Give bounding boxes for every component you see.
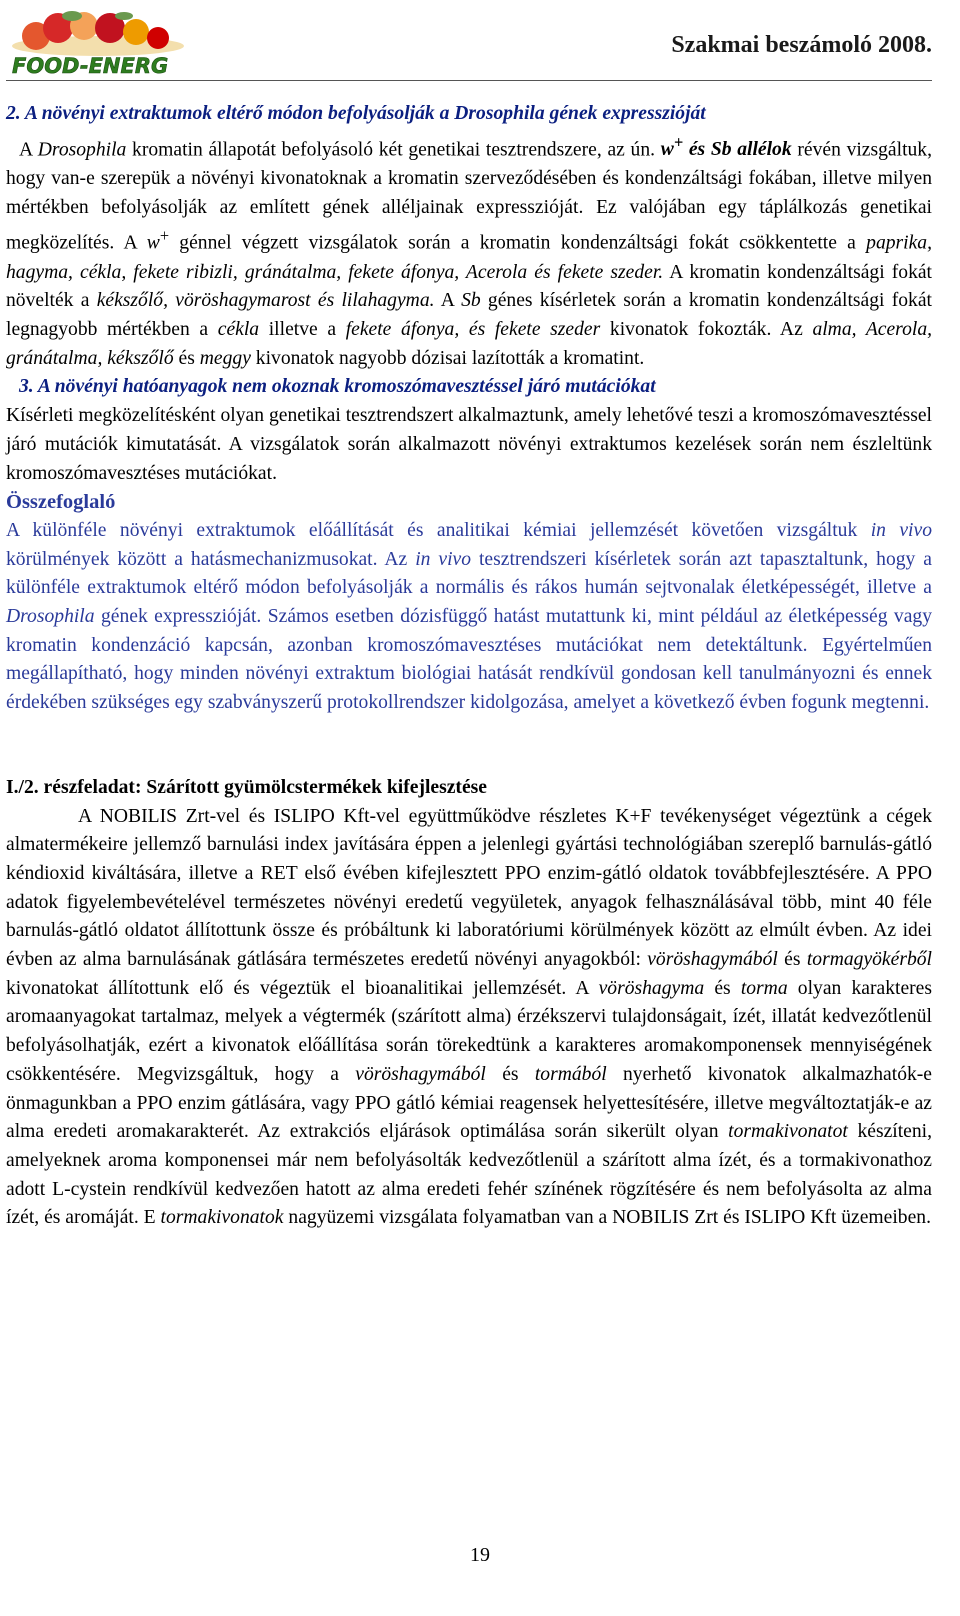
text-run-italic: kékszőlő, vöröshagymarost és lilahagyma. bbox=[96, 290, 435, 312]
text-run: génes kísérletek során a kromatin kondenzáltsági fokát legnagyobb mértékben a bbox=[6, 290, 932, 340]
text-run-italic: meggy bbox=[199, 347, 251, 369]
superscript: + bbox=[159, 226, 170, 246]
subtask-heading: I./2. részfeladat: Szárított gyümölcstermékek kifejlesztése bbox=[6, 776, 487, 798]
text-run: A NOBILIS Zrt-vel és ISLIPO Kft-vel együttműködve részletes K+F tevékenységet végeztünk a cégek almatermékeire jellemző barnulási index javítására éppen a jelenlegi gyártási technológiában szereplő barnulás-gátló kéndioxid kiváltására, illetve a RET első évében kifejlesztett PPO enzim-gátló oldatok továbbfejlesztésére. A PPO adatok figyelembevételével természetes növényi eredetű vegyületek, anyagok felhasználásával több, mint 40 féle barnulás-gátló oldatot állítottunk össze és próbáltunk ki laboratóriumi körülmények között az elmúlt évben. Az idei évben az alma barnulásának gátlására természetes eredetű növényi anyagokból: bbox=[6, 805, 932, 971]
text-run: kivonatok nagyobb dózisai lazították a kromatint. bbox=[250, 347, 645, 369]
section-3-heading: 3. A növényi hatóanyagok nem okoznak kromoszómavesztéssel járó mutációkat bbox=[19, 376, 656, 398]
superscript: + bbox=[673, 132, 684, 152]
header-rule bbox=[6, 80, 932, 81]
text-run-italic: tormakivonatot bbox=[728, 1121, 848, 1143]
text-run: és bbox=[485, 1063, 535, 1085]
logo-text: FOOD-ENERG bbox=[12, 54, 169, 78]
text-run: kivonatokat állítottunk elő és végeztük el bioanalitikai jellemzését. A bbox=[6, 977, 599, 999]
text-run: és bbox=[777, 949, 807, 971]
text-run-italic: w bbox=[146, 232, 160, 254]
text-run-italic: torma bbox=[740, 977, 788, 999]
text-run-italic: Drosophila bbox=[37, 139, 127, 161]
text-run-italic: cékla bbox=[217, 318, 260, 340]
text-run-italic: tormagyökérből bbox=[806, 949, 932, 971]
text-run: révén vizsgáltuk, hogy van-e szerepük a növényi kivonatoknak a kromatin szerveződésében és kondenzáltsági fokában, illetve milyen mértékben befolyásolják az említett gének alléljainak expresszióját. Ez valójában egy táplálkozás genetikai megközelítés. A bbox=[6, 139, 933, 254]
text-run: nyerhető kivonatok alkalmazhatók-e önmagunkban a PPO enzim gátlására, vagy PPO gátló kémiai reagensek helyettesítésére, illetve megváltoztatják-e az alma eredeti aromakarakterét. Az extrakciós eljárások optimálása során sikerült olyan bbox=[6, 1063, 933, 1143]
section-2-heading: 2. A növényi extraktumok eltérő módon befolyásolják a Drosophila gének expresszióját bbox=[6, 103, 706, 124]
text-run-italic: tormakivonatok bbox=[160, 1207, 284, 1229]
text-run: génnel végzett vizsgálatok során a kromatin kondenzáltsági fokát csökkentette a bbox=[169, 232, 867, 254]
subtask-paragraph bbox=[6, 803, 932, 1234]
text-run-italic: tormából bbox=[534, 1063, 607, 1085]
text-run: készíteni, amelyeknek aroma komponensei már nem befolyásolták kedvezőtlenül a szárított alma ízét, és a tormakivonathoz adott L-cystein rendkívül kedvezően hatott az alma eredeti fehér színének rögzítésére és nem befolyásolta az alma ízét, és aromáját. E bbox=[6, 1121, 932, 1229]
text-run-italic: Sb bbox=[461, 290, 481, 312]
text-run: A kromatin kondenzáltsági fokát növelték a bbox=[6, 261, 933, 312]
page-number: 19 bbox=[470, 1544, 490, 1566]
text-run-italic: Drosophila bbox=[6, 606, 95, 628]
section-2-paragraph bbox=[6, 129, 932, 374]
food-energ-logo-icon bbox=[6, 2, 190, 80]
text-run-bold-italic bbox=[660, 132, 792, 161]
text-run: A különféle növényi extraktumok előállítását és analitikai kémiai jellemzését követően vizsgáltuk bbox=[6, 519, 871, 541]
header-title: Szakmai beszámoló 2008. bbox=[671, 32, 932, 58]
text-run: és bbox=[173, 347, 200, 369]
text-run: A bbox=[434, 290, 462, 312]
document-body bbox=[6, 100, 932, 1233]
section-spacer bbox=[6, 718, 932, 774]
text-run: A bbox=[19, 139, 38, 161]
text-run-italic: vöröshagymából bbox=[355, 1063, 486, 1085]
text-run: kivonatok fokozták. Az bbox=[600, 318, 813, 340]
summary-paragraph bbox=[6, 517, 932, 718]
text-run: körülmények között a hatásmechanizmusokat. Az bbox=[6, 548, 416, 570]
text-run-italic: fekete áfonya, és fekete szeder bbox=[345, 318, 601, 340]
text-run: olyan karakteres aromaanyagokat tartalmaz, melyek a végtermék (szárított alma) érzékszervi tulajdonságait, ízét, illatát kedvezőtlenül befolyásolhatják, ezért a kivonatok előállítása során törekedtünk a karakteres aromakomponensek mennyiségének csökkentésére. Megvizsgáltuk, hogy a bbox=[6, 977, 932, 1085]
text-run: és bbox=[704, 977, 741, 999]
text-run-italic: vöröshagyma bbox=[598, 977, 705, 999]
text-run: tesztrendszeri kísérletek során azt tapasztaltunk, hogy a különféle extraktumok eltérő módon befolyásolják a normális és rákos humán sejtvonalak életképességét, illetve a bbox=[6, 548, 932, 599]
text-run-italic: alma, Acerola, gránátalma, kékszőlő bbox=[6, 318, 933, 369]
text-run: illetve a bbox=[259, 318, 346, 340]
text-run: w bbox=[660, 139, 674, 161]
text-run: nagyüzemi vizsgálata folyamatban van a NOBILIS Zrt és ISLIPO Kft üzemeiben. bbox=[283, 1207, 931, 1229]
summary-heading: Összefoglaló bbox=[6, 491, 116, 514]
text-run-italic: in vivo bbox=[870, 519, 932, 541]
text-run-italic: paprika, hagyma, cékla, fekete ribizli, gránátalma, fekete áfonya, Acerola és fekete szeder. bbox=[6, 232, 932, 283]
text-run: és Sb allélok bbox=[683, 139, 792, 161]
logo-graphic bbox=[6, 2, 190, 80]
text-run-italic: in vivo bbox=[415, 548, 472, 570]
text-run: kromatin állapotát befolyásoló két genetikai tesztrendszere, az ún. bbox=[126, 139, 661, 161]
text-run: gének expresszióját. Számos esetben dózisfüggő hatást mutattunk ki, mint például az életképesség vagy kromatin kondenzáció kapcsán, azonban kromoszómavesztéses mutációkat nem detektáltunk. Egyértelműen megállapítható, hogy minden növényi extraktum biológiai hatását rendkívül gondosan kell tanulmányozni és ennek érdekében szükséges egy szabványszerű protokollrendszer kidolgozása, amelyet a következő évben fogunk megtenni. bbox=[6, 606, 932, 714]
text-run-italic: vöröshagymából bbox=[647, 949, 778, 971]
section-3-paragraph: Kísérleti megközelítésként olyan genetikai tesztrendszert alkalmaztunk, amely lehetővé teszi a kromoszómavesztéssel járó mutációk kimutatását. A vizsgálatok során alkalmazott növényi extraktumos kezelések során nem észleltünk kromoszómavesztéses mutációkat. bbox=[6, 405, 932, 484]
